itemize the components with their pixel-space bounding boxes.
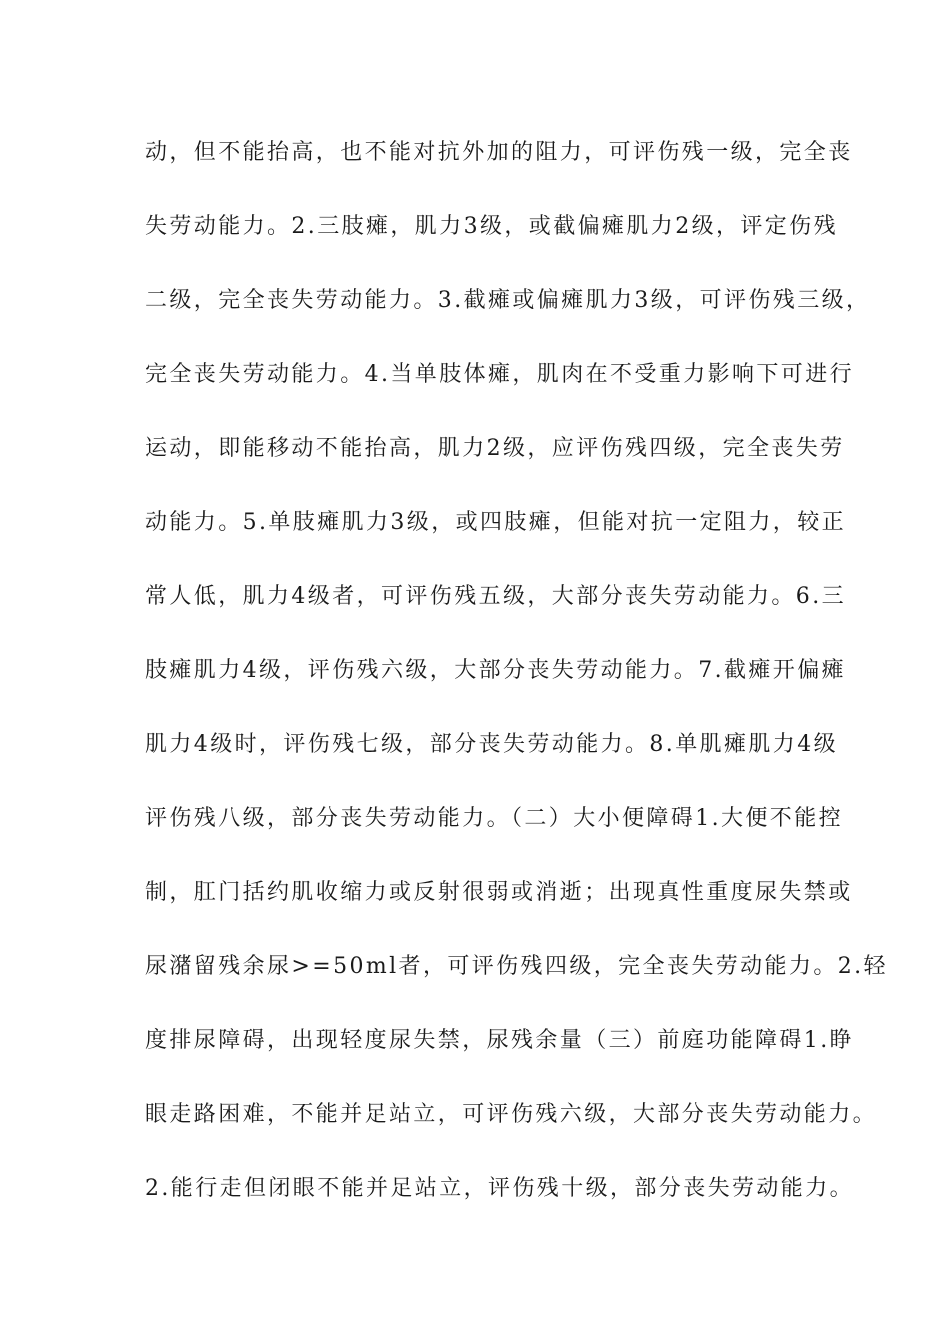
text-line: 动，但不能抬高，也不能对抗外加的阻力，可评伤残一级，完全丧 <box>145 140 853 165</box>
text-line: 度排尿障碍，出现轻度尿失禁，尿残余量（三）前庭功能障碍1.睁 <box>145 1028 854 1053</box>
text-line: 眼走路困难，不能并足站立，可评伤残六级，大部分丧失劳动能力。 <box>145 1102 878 1127</box>
text-line: 制，肛门括约肌收缩力或反射很弱或消逝；出现真性重度尿失禁或 <box>145 880 853 905</box>
text-line: 运动，即能移动不能抬高，肌力2级，应评伤残四级，完全丧失劳 <box>145 436 845 461</box>
text-line: 二级，完全丧失劳动能力。3.截瘫或偏瘫肌力3级，可评伤残三级， <box>145 288 871 313</box>
text-line: 常人低，肌力4级者，可评伤残五级，大部分丧失劳动能力。6.三 <box>145 584 846 609</box>
text-line: 失劳动能力。2.三肢瘫，肌力3级，或截偏瘫肌力2级，评定伤残 <box>145 214 838 239</box>
text-line: 评伤残八级，部分丧失劳动能力。（二）大小便障碍1.大便不能控 <box>145 806 843 831</box>
text-line: 尿潴留残余尿>=50ml者，可评伤残四级，完全丧失劳动能力。2.轻 <box>145 954 888 979</box>
text-line: 完全丧失劳动能力。4.当单肢体瘫，肌肉在不受重力影响下可进行 <box>145 362 854 387</box>
text-line: 2.能行走但闭眼不能并足站立，评伤残十级，部分丧失劳动能力。 <box>145 1176 854 1201</box>
body-text <box>145 130 888 1240</box>
text-line: 肌力4级时，评伤残七级，部分丧失劳动能力。8.单肌瘫肌力4级 <box>145 732 838 757</box>
text-line: 动能力。5.单肢瘫肌力3级，或四肢瘫，但能对抗一定阻力，较正 <box>145 510 846 535</box>
text-line: 肢瘫肌力4级，评伤残六级，大部分丧失劳动能力。7.截瘫开偏瘫 <box>145 658 846 683</box>
